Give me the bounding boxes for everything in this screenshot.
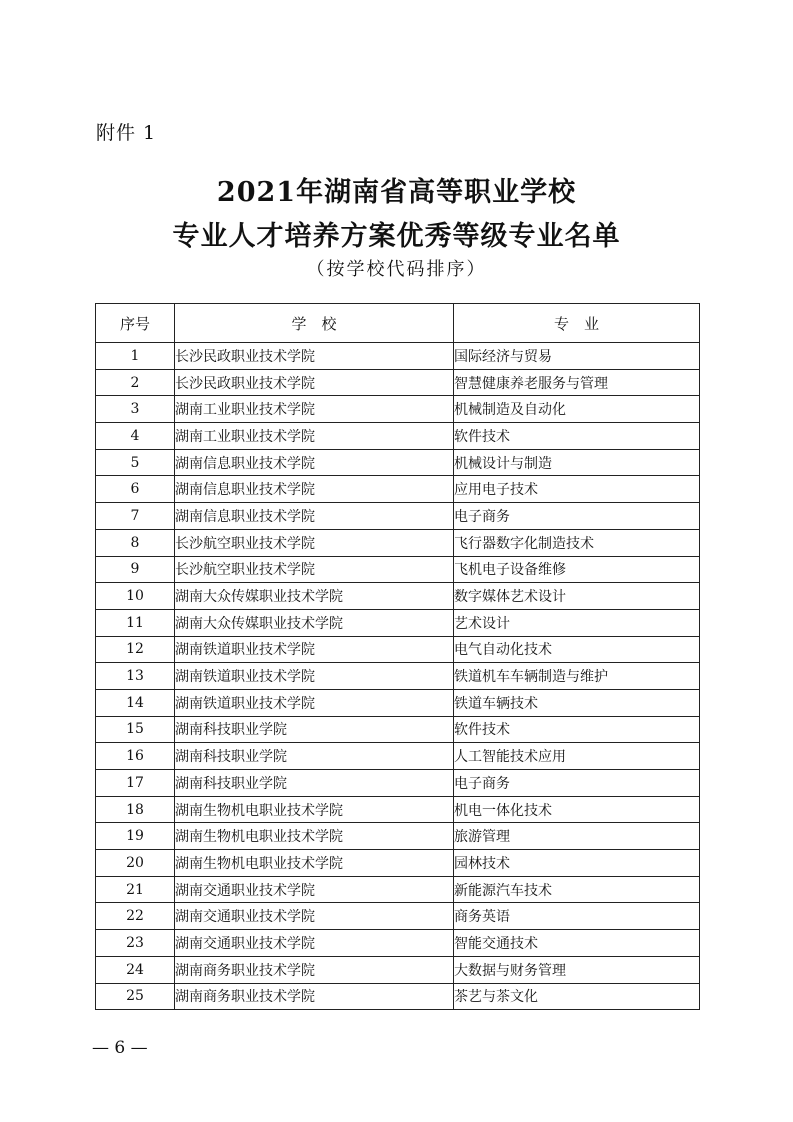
document-title-line-1: 2021年湖南省高等职业学校 bbox=[216, 177, 577, 208]
table-row bbox=[96, 583, 700, 610]
school-cell: 长沙航空职业技术学院 bbox=[175, 556, 454, 583]
table-row bbox=[96, 343, 700, 370]
table-body bbox=[96, 343, 700, 1010]
major-cell: 软件技术 bbox=[454, 716, 700, 743]
attachment-label: 附件 1 bbox=[96, 122, 157, 144]
table-row bbox=[96, 556, 700, 583]
table-row bbox=[96, 850, 700, 877]
table-header-row bbox=[96, 304, 700, 343]
row-number-cell: 11 bbox=[96, 609, 175, 636]
major-cell: 软件技术 bbox=[454, 423, 700, 450]
row-number-cell: 25 bbox=[96, 983, 175, 1010]
page-number: — 6 — bbox=[92, 1038, 148, 1058]
row-number-cell: 12 bbox=[96, 636, 175, 663]
school-cell: 湖南信息职业技术学院 bbox=[175, 476, 454, 503]
major-cell: 艺术设计 bbox=[454, 609, 700, 636]
row-number-cell: 7 bbox=[96, 503, 175, 530]
document-subtitle: （按学校代码排序） bbox=[306, 259, 487, 280]
table-row bbox=[96, 476, 700, 503]
row-number-cell: 15 bbox=[96, 716, 175, 743]
major-cell: 新能源汽车技术 bbox=[454, 876, 700, 903]
table-row bbox=[96, 956, 700, 983]
major-cell: 机械制造及自动化 bbox=[454, 396, 700, 423]
major-list-table bbox=[95, 303, 700, 1010]
major-cell: 商务英语 bbox=[454, 903, 700, 930]
major-cell: 机电一体化技术 bbox=[454, 796, 700, 823]
school-cell: 长沙航空职业技术学院 bbox=[175, 529, 454, 556]
row-number-cell: 9 bbox=[96, 556, 175, 583]
major-cell: 园林技术 bbox=[454, 850, 700, 877]
school-cell: 湖南生物机电职业技术学院 bbox=[175, 823, 454, 850]
table-row bbox=[96, 529, 700, 556]
table-row bbox=[96, 369, 700, 396]
major-cell: 国际经济与贸易 bbox=[454, 343, 700, 370]
major-cell: 飞行器数字化制造技术 bbox=[454, 529, 700, 556]
school-cell: 湖南大众传媒职业技术学院 bbox=[175, 583, 454, 610]
row-number-cell: 19 bbox=[96, 823, 175, 850]
row-number-cell: 3 bbox=[96, 396, 175, 423]
major-cell: 电子商务 bbox=[454, 503, 700, 530]
major-cell: 人工智能技术应用 bbox=[454, 743, 700, 770]
table-row bbox=[96, 663, 700, 690]
school-cell: 湖南交通职业技术学院 bbox=[175, 876, 454, 903]
table-row bbox=[96, 930, 700, 957]
table-row bbox=[96, 689, 700, 716]
school-cell: 湖南铁道职业技术学院 bbox=[175, 663, 454, 690]
table-row bbox=[96, 770, 700, 797]
table-row bbox=[96, 449, 700, 476]
table-row bbox=[96, 609, 700, 636]
document-title-line-2: 专业人才培养方案优秀等级专业名单 bbox=[172, 221, 621, 252]
major-cell: 大数据与财务管理 bbox=[454, 956, 700, 983]
major-cell: 铁道机车车辆制造与维护 bbox=[454, 663, 700, 690]
major-cell: 智慧健康养老服务与管理 bbox=[454, 369, 700, 396]
major-cell: 电子商务 bbox=[454, 770, 700, 797]
table-row bbox=[96, 716, 700, 743]
school-cell: 湖南科技职业学院 bbox=[175, 743, 454, 770]
major-cell: 旅游管理 bbox=[454, 823, 700, 850]
row-number-cell: 1 bbox=[96, 343, 175, 370]
major-cell: 飞机电子设备维修 bbox=[454, 556, 700, 583]
major-cell: 铁道车辆技术 bbox=[454, 689, 700, 716]
school-cell: 湖南铁道职业技术学院 bbox=[175, 689, 454, 716]
row-number-cell: 18 bbox=[96, 796, 175, 823]
row-number-cell: 20 bbox=[96, 850, 175, 877]
school-cell: 湖南生物机电职业技术学院 bbox=[175, 850, 454, 877]
school-cell: 湖南信息职业技术学院 bbox=[175, 503, 454, 530]
major-cell: 机械设计与制造 bbox=[454, 449, 700, 476]
school-cell: 湖南交通职业技术学院 bbox=[175, 930, 454, 957]
row-number-cell: 17 bbox=[96, 770, 175, 797]
school-cell: 湖南工业职业技术学院 bbox=[175, 396, 454, 423]
row-number-cell: 14 bbox=[96, 689, 175, 716]
school-cell: 湖南铁道职业技术学院 bbox=[175, 636, 454, 663]
column-header-school: 学 校 bbox=[175, 304, 454, 343]
table-row bbox=[96, 823, 700, 850]
major-cell: 应用电子技术 bbox=[454, 476, 700, 503]
table-row bbox=[96, 903, 700, 930]
school-cell: 湖南生物机电职业技术学院 bbox=[175, 796, 454, 823]
major-cell: 茶艺与茶文化 bbox=[454, 983, 700, 1010]
row-number-cell: 23 bbox=[96, 930, 175, 957]
row-number-cell: 10 bbox=[96, 583, 175, 610]
school-cell: 湖南工业职业技术学院 bbox=[175, 423, 454, 450]
table-row bbox=[96, 503, 700, 530]
school-cell: 湖南科技职业学院 bbox=[175, 716, 454, 743]
row-number-cell: 8 bbox=[96, 529, 175, 556]
column-header-major: 专 业 bbox=[454, 304, 700, 343]
table-row bbox=[96, 796, 700, 823]
table-row bbox=[96, 983, 700, 1010]
major-cell: 智能交通技术 bbox=[454, 930, 700, 957]
row-number-cell: 22 bbox=[96, 903, 175, 930]
row-number-cell: 16 bbox=[96, 743, 175, 770]
major-cell: 电气自动化技术 bbox=[454, 636, 700, 663]
row-number-cell: 6 bbox=[96, 476, 175, 503]
school-cell: 湖南交通职业技术学院 bbox=[175, 903, 454, 930]
row-number-cell: 21 bbox=[96, 876, 175, 903]
school-cell: 湖南科技职业学院 bbox=[175, 770, 454, 797]
table-row bbox=[96, 743, 700, 770]
row-number-cell: 13 bbox=[96, 663, 175, 690]
table-row bbox=[96, 396, 700, 423]
major-cell: 数字媒体艺术设计 bbox=[454, 583, 700, 610]
row-number-cell: 5 bbox=[96, 449, 175, 476]
table-row bbox=[96, 423, 700, 450]
school-cell: 湖南大众传媒职业技术学院 bbox=[175, 609, 454, 636]
row-number-cell: 4 bbox=[96, 423, 175, 450]
school-cell: 湖南信息职业技术学院 bbox=[175, 449, 454, 476]
school-cell: 长沙民政职业技术学院 bbox=[175, 343, 454, 370]
table-row bbox=[96, 876, 700, 903]
table-row bbox=[96, 636, 700, 663]
school-cell: 湖南商务职业技术学院 bbox=[175, 956, 454, 983]
row-number-cell: 2 bbox=[96, 369, 175, 396]
school-cell: 长沙民政职业技术学院 bbox=[175, 369, 454, 396]
column-header-number: 序号 bbox=[96, 304, 175, 343]
school-cell: 湖南商务职业技术学院 bbox=[175, 983, 454, 1010]
row-number-cell: 24 bbox=[96, 956, 175, 983]
